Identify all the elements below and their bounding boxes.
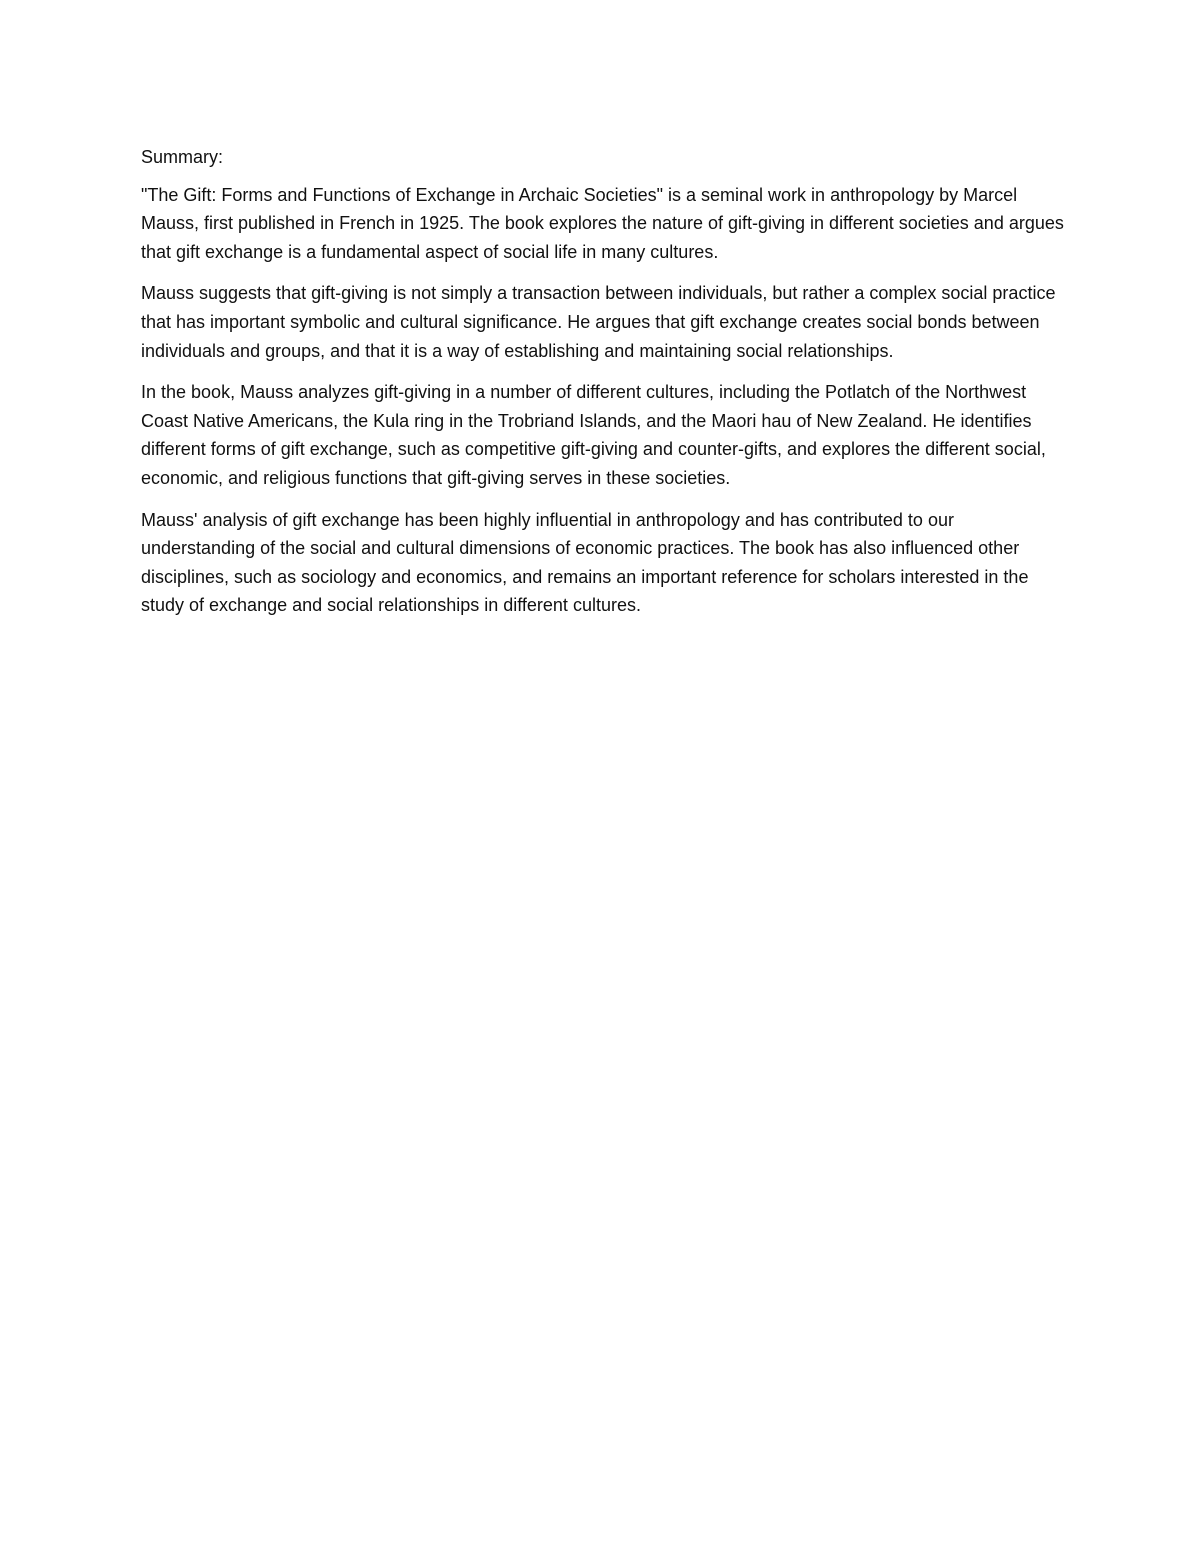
paragraph-2: Mauss suggests that gift-giving is not simply a transaction between individuals, but rather a complex social practice that has important symbolic and cultural significance. He argues that gift exchange creates social bonds between individuals and groups, and that it is a way of establishing and maintaining social relationships. [141,283,1056,361]
paragraph-4: Mauss' analysis of gift exchange has been highly influential in anthropology and has contributed to our understanding of the social and cultural dimensions of economic practices. The book has also influenced other disciplines, such as sociology and economics, and remains an important reference for scholars interested in the study of exchange and social relationships in different cultures. [141,509,1029,616]
summary-heading: Summary: [141,147,224,167]
paragraph-3: In the book, Mauss analyzes gift-giving in a number of different cultures, including the Potlatch of the Northwest Coast Native Americans, the Kula ring in the Trobriand Islands, and the Maori hau of New Zealand. He identifies different forms of gift exchange, such as competitive gift-giving and counter-gifts, and explores the different social, economic, and religious functions that gift-giving serves in these societies. [141,382,1046,488]
paragraph-1: "The Gift: Forms and Functions of Exchange in Archaic Societies" is a seminal work in anthropology by Marcel Mauss, first published in French in 1925. The book explores the nature of gift-giving in different societies and argues that gift exchange is a fundamental aspect of social life in many cultures. [141,184,1064,262]
document-body [141,143,1066,633]
